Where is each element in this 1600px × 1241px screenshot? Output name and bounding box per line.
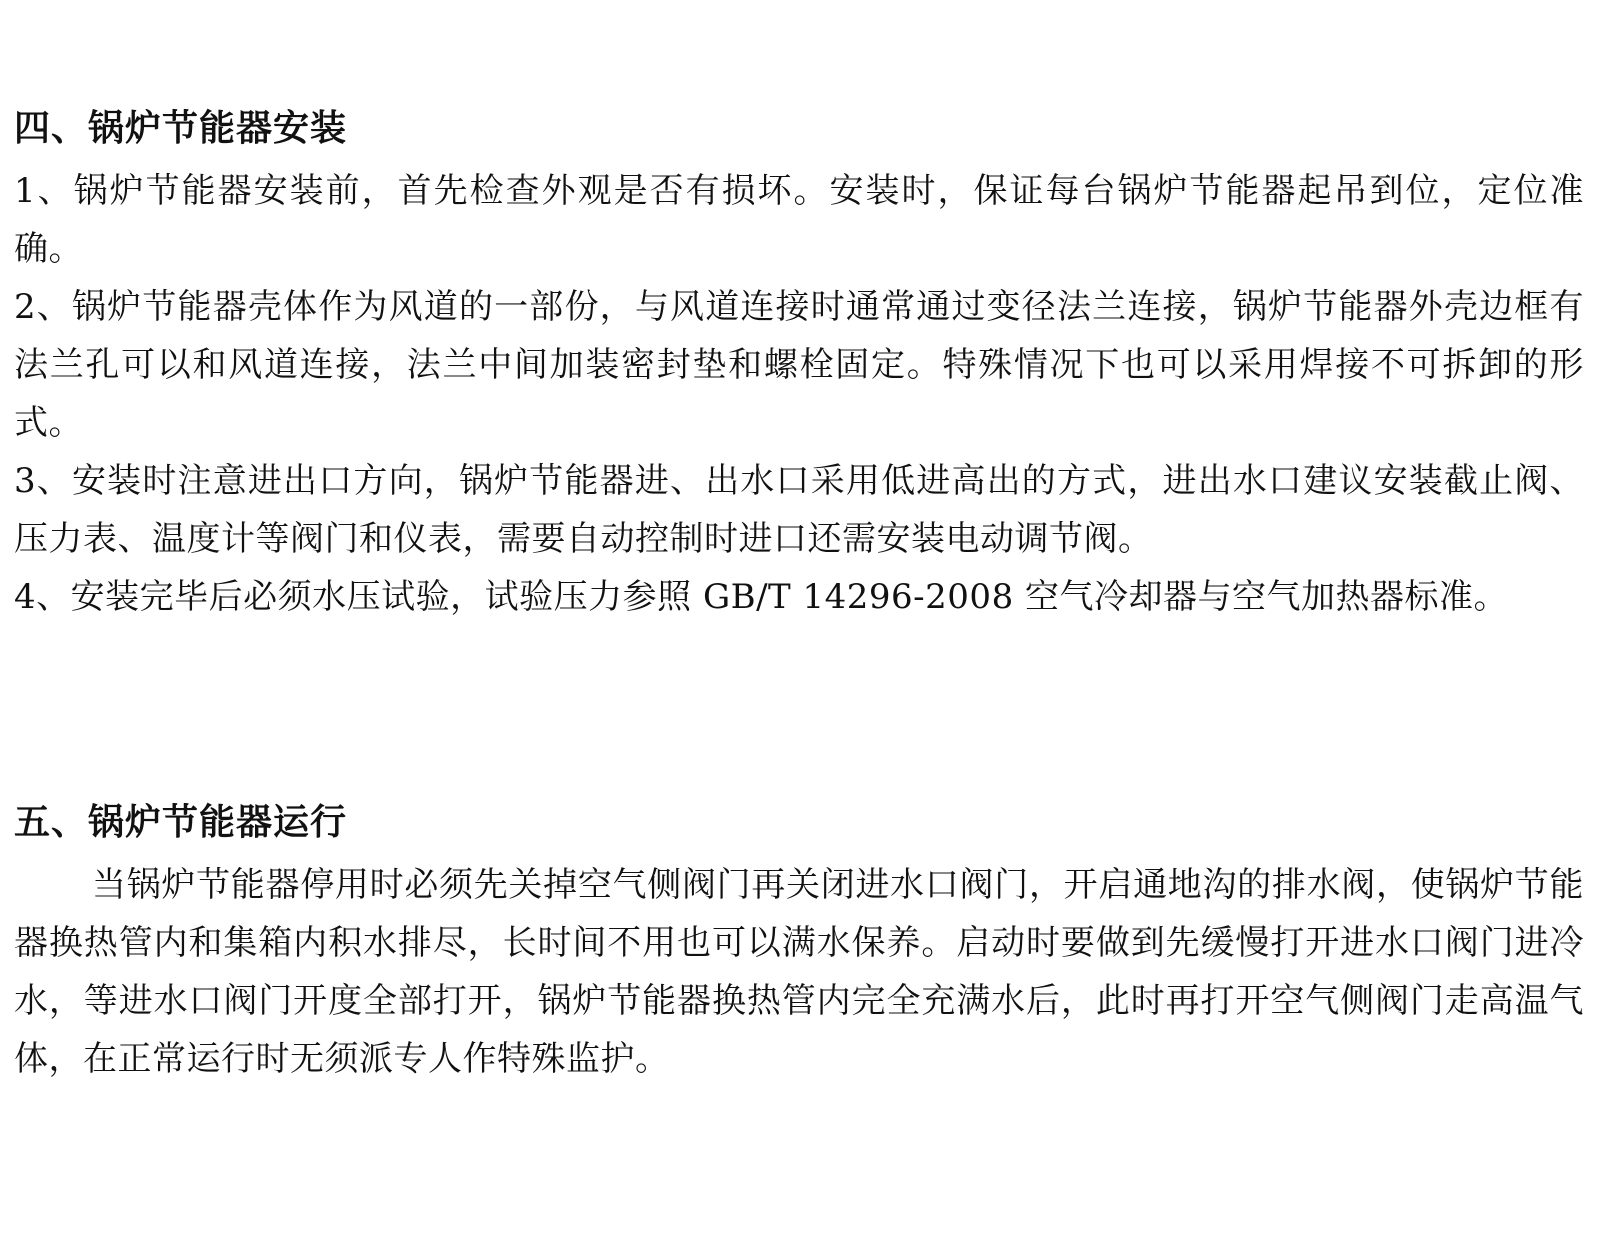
section-operation [14, 798, 1584, 1088]
operation-paragraph: 当锅炉节能器停用时必须先关掉空气侧阀门再关闭进水口阀门，开启通地沟的排水阀，使锅炉节能器换热管内和集箱内积水排尽，长时间不用也可以满水保养。启动时要做到先缓慢打开进水口阀门进冷水，等进水口阀门开度全部打开，锅炉节能器换热管内完全充满水后，此时再打开空气侧阀门走高温气体，在正常运行时无须派专人作特殊监护。 [14, 865, 1584, 1079]
install-item-3: 3、安装时注意进出口方向，锅炉节能器进、出水口采用低进高出的方式，进出水口建议安装截止阀、压力表、温度计等阀门和仪表，需要自动控制时进口还需安装电动调节阀。 [14, 461, 1584, 559]
section-installation [14, 104, 1584, 626]
install-item-2: 2、锅炉节能器壳体作为风道的一部份，与风道连接时通常通过变径法兰连接，锅炉节能器外壳边框有法兰孔可以和风道连接，法兰中间加装密封垫和螺栓固定。特殊情况下也可以采用焊接不可拆卸的形式。 [14, 287, 1584, 443]
install-item-1: 1、锅炉节能器安装前，首先检查外观是否有损坏。安装时，保证每台锅炉节能器起吊到位，定位准确。 [14, 171, 1584, 269]
section-heading-operation: 五、锅炉节能器运行 [14, 802, 348, 843]
install-item-4: 4、安装完毕后必须水压试验，试验压力参照 GB/T 14296-2008 空气冷却器与空气加热器标准。 [14, 577, 1509, 617]
section-heading-installation: 四、锅炉节能器安装 [14, 108, 348, 149]
